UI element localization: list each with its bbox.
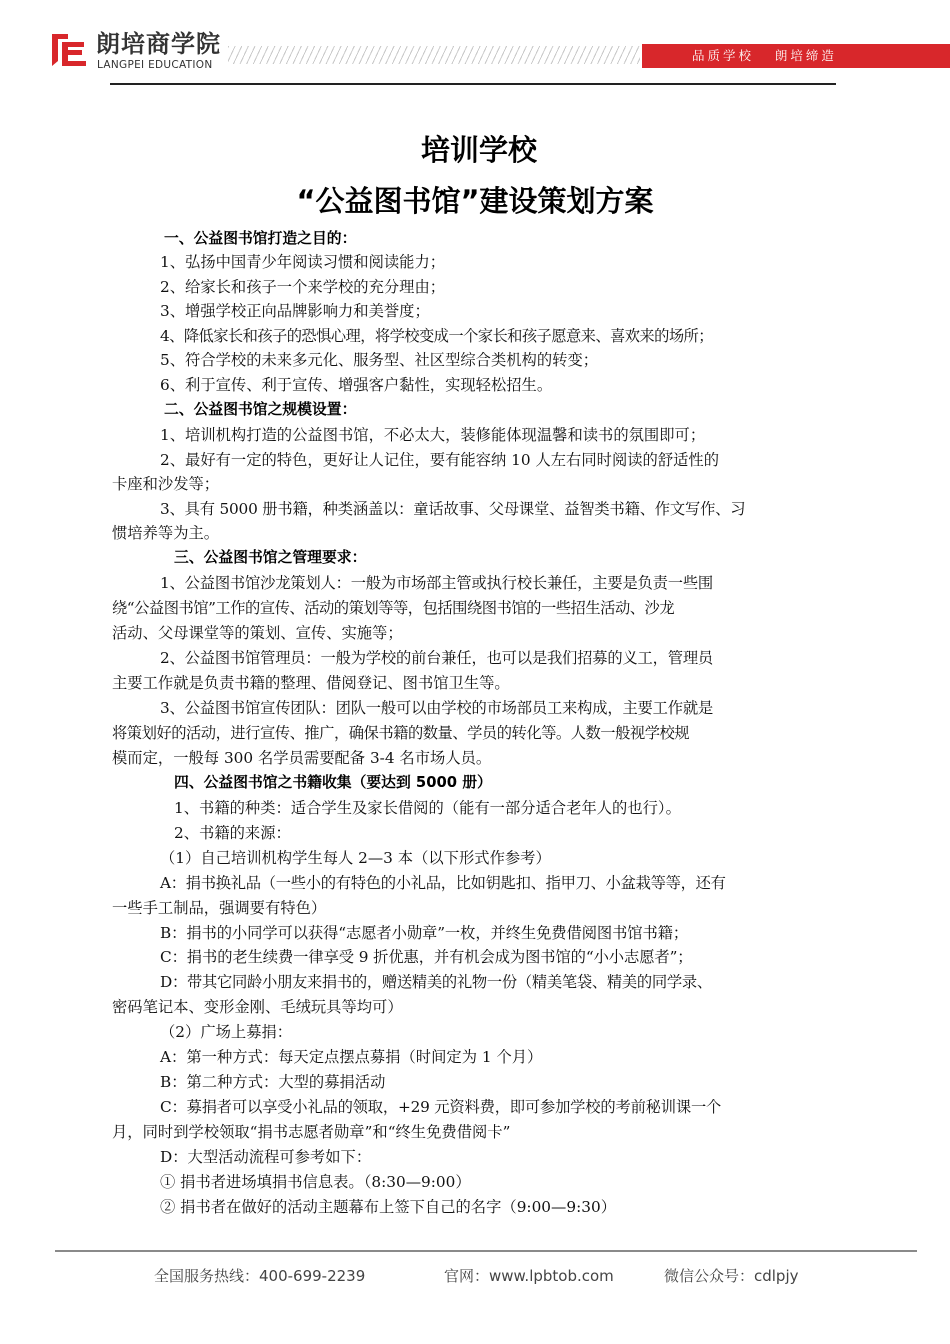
- section-heading-3: 三、公益图书馆之管理要求：: [174, 549, 367, 566]
- section-heading-1: 一、公益图书馆打造之目的：: [164, 230, 357, 247]
- body-line: 密码笔记本、变形金刚、毛绒玩具等均可）: [112, 998, 403, 1016]
- body-line: 1、弘扬中国青少年阅读习惯和阅读能力；: [160, 253, 446, 271]
- body-line: D：带其它同龄小朋友来捐书的，赠送精美的礼物一份（精美笔袋、精美的同学录、: [160, 973, 712, 991]
- body-line: 主要工作就是负责书籍的整理、借阅登记、图书馆卫生等。: [112, 674, 510, 692]
- body-line: 3、增强学校正向品牌影响力和美誉度；: [160, 302, 430, 320]
- body-line: 绕“公益图书馆”工作的宣传、活动的策划等等，包括围绕图书馆的一些招生活动、沙龙: [112, 599, 675, 617]
- body-line: 2、公益图书馆管理员：一般为学校的前台兼任，也可以是我们招募的义工，管理员: [160, 649, 714, 667]
- footer-hotline: 全国服务热线：400-699-2239: [154, 1267, 366, 1285]
- footer-wechat: 微信公众号：cdlpjy: [664, 1267, 799, 1285]
- document-title: 培训学校: [420, 133, 537, 167]
- body-line: 4、降低家长和孩子的恐惧心理，将学校变成一个家长和孩子愿意来、喜欢来的场所；: [160, 327, 713, 345]
- body-line: ② 捐书者在做好的活动主题幕布上签下自己的名字（9:00—9:30）: [160, 1198, 616, 1216]
- document-subtitle: “公益图书馆”建设策划方案: [296, 184, 654, 218]
- body-line: 将策划好的活动，进行宣传、推广，确保书籍的数量、学员的转化等。人数一般视学校规: [112, 724, 690, 742]
- footer-website: 官网：www.lpbtob.com: [444, 1267, 614, 1285]
- body-line: 1、公益图书馆沙龙策划人：一般为市场部主管或执行校长兼任，主要是负责一些围: [160, 574, 714, 592]
- logo-chinese-name: 朗培商学院: [96, 30, 221, 58]
- body-line: C：捐书的老生续费一律享受 9 折优惠，并有机会成为图书馆的“小小志愿者”；: [160, 948, 693, 966]
- body-line: 1、书籍的种类：适合学生及家长借阅的（能有一部分适合老年人的也行）。: [174, 799, 681, 817]
- body-line: A：第一种方式：每天定点摆点募捐（时间定为 1 个月）: [160, 1048, 543, 1066]
- section-heading-2: 二、公益图书馆之规模设置：: [164, 401, 357, 418]
- body-line: 一些手工制品，强调要有特色）: [112, 899, 327, 917]
- langpei-logo-icon: [48, 30, 90, 70]
- body-line: B：第二种方式：大型的募捐活动: [160, 1073, 386, 1091]
- body-line: 模而定，一般每 300 名学员需要配备 3-4 名市场人员。: [112, 749, 492, 767]
- body-line: 2、给家长和孩子一个来学校的充分理由；: [160, 278, 446, 296]
- body-line: 3、具有 5000 册书籍，种类涵盖以：童话故事、父母课堂、益智类书籍、作文写作、习: [160, 500, 746, 518]
- body-line: 2、最好有一定的特色，更好让人记住，要有能容纳 10 人左右同时阅读的舒适性的: [160, 451, 720, 469]
- body-line: 1、培训机构打造的公益图书馆，不必太大，装修能体现温馨和读书的氛围即可；: [160, 426, 706, 444]
- body-line: D：大型活动流程可参考如下：: [160, 1148, 372, 1166]
- section-heading-4: 四、公益图书馆之书籍收集（要达到 5000 册）: [174, 774, 492, 791]
- footer-divider: [55, 1250, 917, 1252]
- body-line: 卡座和沙发等；: [112, 475, 220, 493]
- body-line: （2）广场上募捐：: [160, 1023, 293, 1041]
- body-line: 3、公益图书馆宣传团队：团队一般可以由学校的市场部员工来构成，主要工作就是: [160, 699, 714, 717]
- page-header: [0, 0, 950, 90]
- body-line: 活动、父母课堂等的策划、宣传、实施等；: [112, 624, 403, 642]
- header-slogan: 品质学校 朗培缔造: [692, 48, 837, 63]
- body-line: 月，同时到学校领取“捐书志愿者勋章”和“终生免费借阅卡”: [112, 1123, 511, 1141]
- body-line: （1）自己培训机构学生每人 2—3 本（以下形式作参考）: [160, 849, 551, 867]
- body-line: C：募捐者可以享受小礼品的领取，+29 元资料费，即可参加学校的考前秘训课一个: [160, 1098, 722, 1116]
- body-line: 6、利于宣传、利于宣传、增强客户黏性，实现轻松招生。: [160, 376, 553, 394]
- body-line: 惯培养等为主。: [112, 524, 220, 542]
- logo-english-name: LANGPEI EDUCATION: [97, 59, 213, 71]
- body-line: 5、符合学校的未来多元化、服务型、社区型综合类机构的转变；: [160, 351, 599, 369]
- header-hatch-decoration: [228, 46, 640, 64]
- body-line: 2、书籍的来源：: [174, 824, 291, 842]
- body-line: B：捐书的小同学可以获得“志愿者小勋章”一枚，并终生免费借阅图书馆书籍；: [160, 924, 689, 942]
- body-line: A：捐书换礼品（一些小的有特色的小礼品，比如钥匙扣、指甲刀、小盆栽等等，还有: [160, 874, 726, 892]
- header-divider: [110, 83, 836, 85]
- body-line: ① 捐书者进场填捐书信息表。（8:30—9:00）: [160, 1173, 471, 1191]
